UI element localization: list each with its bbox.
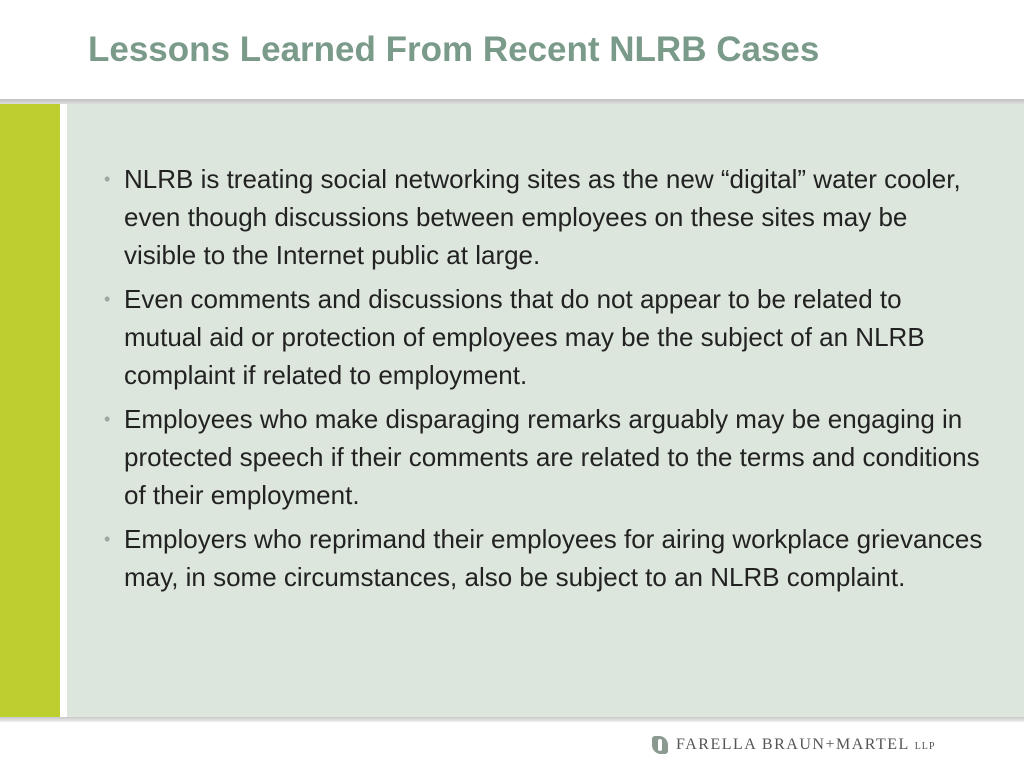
bullet-dot-icon: • bbox=[104, 529, 111, 549]
firm-logo-suffix: LLP bbox=[914, 741, 936, 752]
bullet-dot-icon: • bbox=[104, 169, 111, 189]
bottom-divider bbox=[0, 717, 1024, 722]
bullet-text: NLRB is treating social networking sites as the new “digital” water cooler, even though discussions between employees on these sites may be visible to the Internet public at large. bbox=[124, 164, 961, 270]
firm-logo bbox=[652, 734, 935, 756]
slide-title: Lessons Learned From Recent NLRB Cases bbox=[88, 30, 820, 69]
bullet-text: Employees who make disparaging remarks arguably may be engaging in protected speech if their comments are related to the terms and conditions of their employment. bbox=[124, 404, 980, 510]
bullet-item bbox=[104, 280, 984, 394]
bullet-list bbox=[104, 160, 984, 602]
firm-logo-name: FARELLA BRAUN+MARTEL bbox=[676, 736, 910, 753]
firm-logo-text bbox=[676, 736, 935, 754]
bullet-text: Employers who reprimand their employees for airing workplace grievances may, in some circumstances, also be subject to an NLRB complaint. bbox=[124, 524, 983, 592]
bullet-item bbox=[104, 520, 984, 596]
bullet-item bbox=[104, 400, 984, 514]
bullet-text: Even comments and discussions that do not appear to be related to mutual aid or protection of employees may be the subject of an NLRB complaint if related to employment. bbox=[124, 284, 925, 390]
accent-bar bbox=[0, 104, 60, 717]
bullet-dot-icon: • bbox=[104, 289, 111, 309]
bullet-dot-icon: • bbox=[104, 409, 111, 429]
farella-f-icon bbox=[652, 736, 668, 754]
accent-gap bbox=[60, 104, 67, 717]
bullet-item bbox=[104, 160, 984, 274]
